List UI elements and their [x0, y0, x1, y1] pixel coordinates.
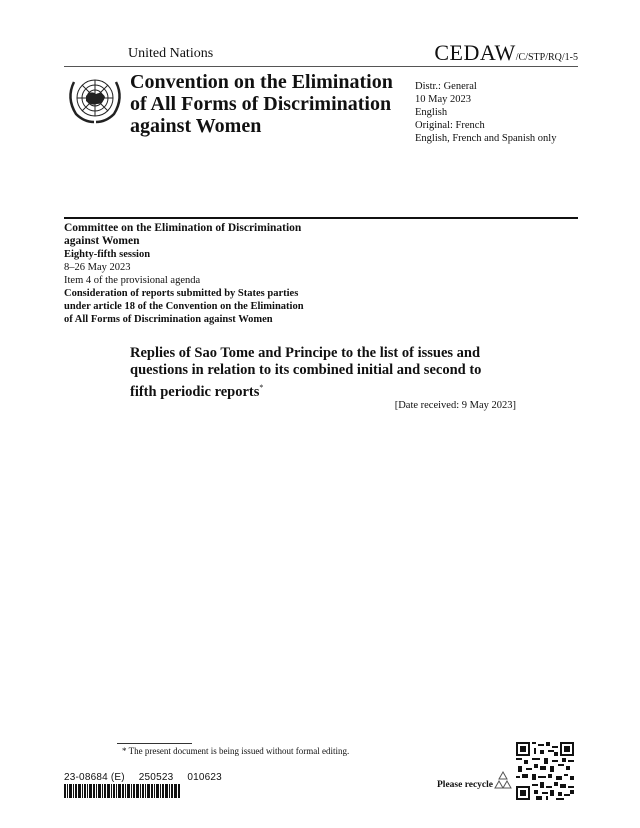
doc-title-line: questions in relation to its combined initial and second to	[130, 362, 482, 378]
job-number-line	[64, 772, 236, 783]
un-emblem-icon	[64, 72, 126, 128]
barcode-icon	[64, 784, 180, 798]
symbol-main: CEDAW	[434, 40, 516, 65]
distribution-block	[415, 80, 556, 145]
consideration-line: under article 18 of the Convention on the Elimination	[64, 301, 304, 312]
distr-language: English	[415, 107, 448, 118]
consideration-line: Consideration of reports submitted by States parties	[64, 288, 299, 299]
doc-title-line: fifth periodic reports	[130, 383, 260, 400]
committee-name: Committee on the Elimination of Discrimination	[64, 222, 302, 234]
symbol-suffix: /C/STP/RQ/1-5	[515, 52, 578, 63]
qr-code-icon	[516, 742, 574, 800]
organization-label: United Nations	[128, 46, 214, 61]
distr-original: Original: French	[415, 120, 485, 131]
distr-date: 10 May 2023	[415, 94, 471, 105]
document-symbol	[434, 40, 578, 66]
date-code: 250523	[138, 772, 174, 783]
footnote-marker[interactable]: *	[259, 383, 264, 392]
date-code: 010623	[187, 772, 222, 783]
distr-line: Distr.: General	[415, 81, 477, 92]
recycle-icon	[492, 770, 514, 792]
title-line: against Women	[130, 115, 262, 137]
agenda-item: Item 4 of the provisional agenda	[64, 275, 201, 286]
committee-name: against Women	[64, 235, 140, 247]
recycle-label: Please recycle	[437, 780, 493, 790]
document-title	[130, 345, 520, 401]
section-rule	[64, 217, 578, 219]
date-received: [Date received: 9 May 2023]	[394, 400, 516, 411]
title-line: of All Forms of Discrimination	[130, 93, 392, 115]
session-label: Eighty-fifth session	[64, 249, 151, 260]
doc-title-line: Replies of Sao Tome and Principe to the list of issues and	[130, 345, 481, 361]
header-rule	[64, 66, 578, 67]
job-number: 23-08684 (E)	[64, 772, 125, 783]
committee-block	[64, 222, 394, 326]
consideration-line: of All Forms of Discrimination against Women	[64, 314, 273, 325]
convention-title	[130, 71, 393, 137]
session-dates: 8–26 May 2023	[64, 262, 131, 273]
title-line: Convention on the Elimination	[130, 71, 393, 93]
footnote-rule	[117, 743, 192, 744]
footnote-text: * The present document is being issued without formal editing.	[122, 746, 350, 756]
distr-languages: English, French and Spanish only	[415, 133, 557, 144]
